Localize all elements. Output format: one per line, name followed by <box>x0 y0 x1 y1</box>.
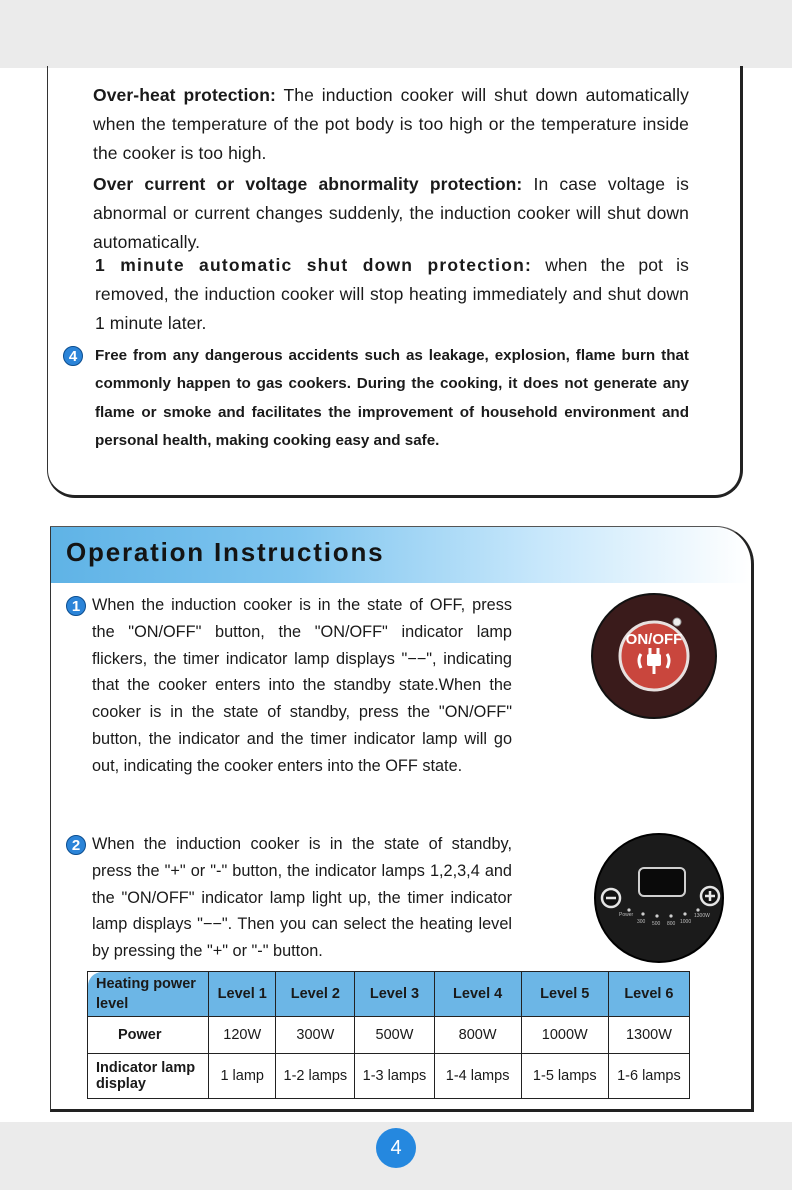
overcurrent-protection-paragraph <box>93 170 689 257</box>
table-row <box>88 1054 690 1099</box>
panel-mark: Power <box>619 912 634 918</box>
step-1-text: When the induction cooker is in the state of OFF, press the "ON/OFF" button, the "ON/OFF" indicator lamp flickers, the timer indicator lamp displays "−−", indicating that the cooker enters into the standby state.When the cooker is in the state of standby, press the "ON/OFF" button, the indicator and the timer indicator lamp will go out, indicating the cooker enters into the OFF state. <box>92 596 512 775</box>
power-cell: 300W <box>276 1017 355 1054</box>
panel-mark: 800 <box>667 921 676 927</box>
indicator-lamp-icon <box>673 618 681 626</box>
lamp-label-cell: Indicator lamp display <box>88 1054 209 1099</box>
page-number: 4 <box>376 1128 416 1168</box>
table-header-row <box>88 972 690 1017</box>
power-label-cell: Power <box>88 1017 209 1054</box>
shutdown-protection-title: 1 minute automatic shut down protection: <box>95 255 533 275</box>
operation-title: Operation Instructions <box>66 537 385 567</box>
control-panel-photo <box>591 830 727 966</box>
lamp-cell: 1-5 lamps <box>521 1054 608 1099</box>
power-cell: 800W <box>434 1017 521 1054</box>
level-cell: Level 2 <box>276 972 355 1017</box>
header-label-cell: Heating power level <box>88 972 209 1017</box>
level-cell: Level 5 <box>521 972 608 1017</box>
lamp-cell: 1 lamp <box>209 1054 276 1099</box>
timer-display <box>639 868 685 896</box>
panel-mark: 1300W <box>694 913 710 919</box>
shutdown-protection-paragraph <box>95 251 689 338</box>
safety-feature-paragraph: Free from any dangerous accidents such as leakage, explosion, flame burn that commonly happen to gas cookers. During the cooking, it does not generate any flame or smoke and facilitates the improvement of household environment and personal health, making cooking easy and safe. <box>95 347 689 450</box>
overheat-protection-paragraph <box>93 81 689 168</box>
level-cell: Level 3 <box>355 972 434 1017</box>
top-margin-band <box>0 0 792 68</box>
step-number-badge: 1 <box>66 596 86 616</box>
panel-mark: 300 <box>637 919 646 925</box>
panel-mark: 1000 <box>680 919 692 925</box>
feature-number-badge: 4 <box>63 346 83 366</box>
step-number-badge: 2 <box>66 835 86 855</box>
heating-level-table <box>87 971 690 1099</box>
lamp-cell: 1-4 lamps <box>434 1054 521 1099</box>
lamp-cell: 1-2 lamps <box>276 1054 355 1099</box>
overcurrent-protection-title: Over current or voltage abnormality protection: <box>93 174 523 194</box>
power-cell: 1000W <box>521 1017 608 1054</box>
on-off-label: ON/OFF <box>625 631 683 648</box>
step-2-text: When the induction cooker is in the state of standby, press the "+" or "-" button, the indicator lamps 1,2,3,4 and the "ON/OFF" indicator lamp light up, the timer indicator lamp displays "−−". Then you can select the heating level by pressing the "+" or "-" button. <box>92 835 512 961</box>
overcurrent-protection-text: In case voltage is abnormal or current changes suddenly, the induction cooker will shut down automatically. <box>93 174 689 252</box>
level-cell: Level 6 <box>608 972 689 1017</box>
table-row <box>88 1017 690 1054</box>
level-cell: Level 1 <box>209 972 276 1017</box>
overheat-protection-title: Over-heat protection: <box>93 85 276 105</box>
power-cell: 500W <box>355 1017 434 1054</box>
lamp-cell: 1-3 lamps <box>355 1054 434 1099</box>
power-cell: 120W <box>209 1017 276 1054</box>
shutdown-protection-text: when the pot is removed, the induction cooker will stop heating immediately and shut down 1 minute later. <box>95 255 690 333</box>
on-off-button-photo <box>586 588 722 724</box>
level-cell: Level 4 <box>434 972 521 1017</box>
panel-mark: 500 <box>652 921 661 927</box>
lamp-cell: 1-6 lamps <box>608 1054 689 1099</box>
overheat-protection-text: The induction cooker will shut down automatically when the temperature of the pot body is too high or the temperature inside the cooker is too high. <box>93 85 689 163</box>
power-cell: 1300W <box>608 1017 689 1054</box>
